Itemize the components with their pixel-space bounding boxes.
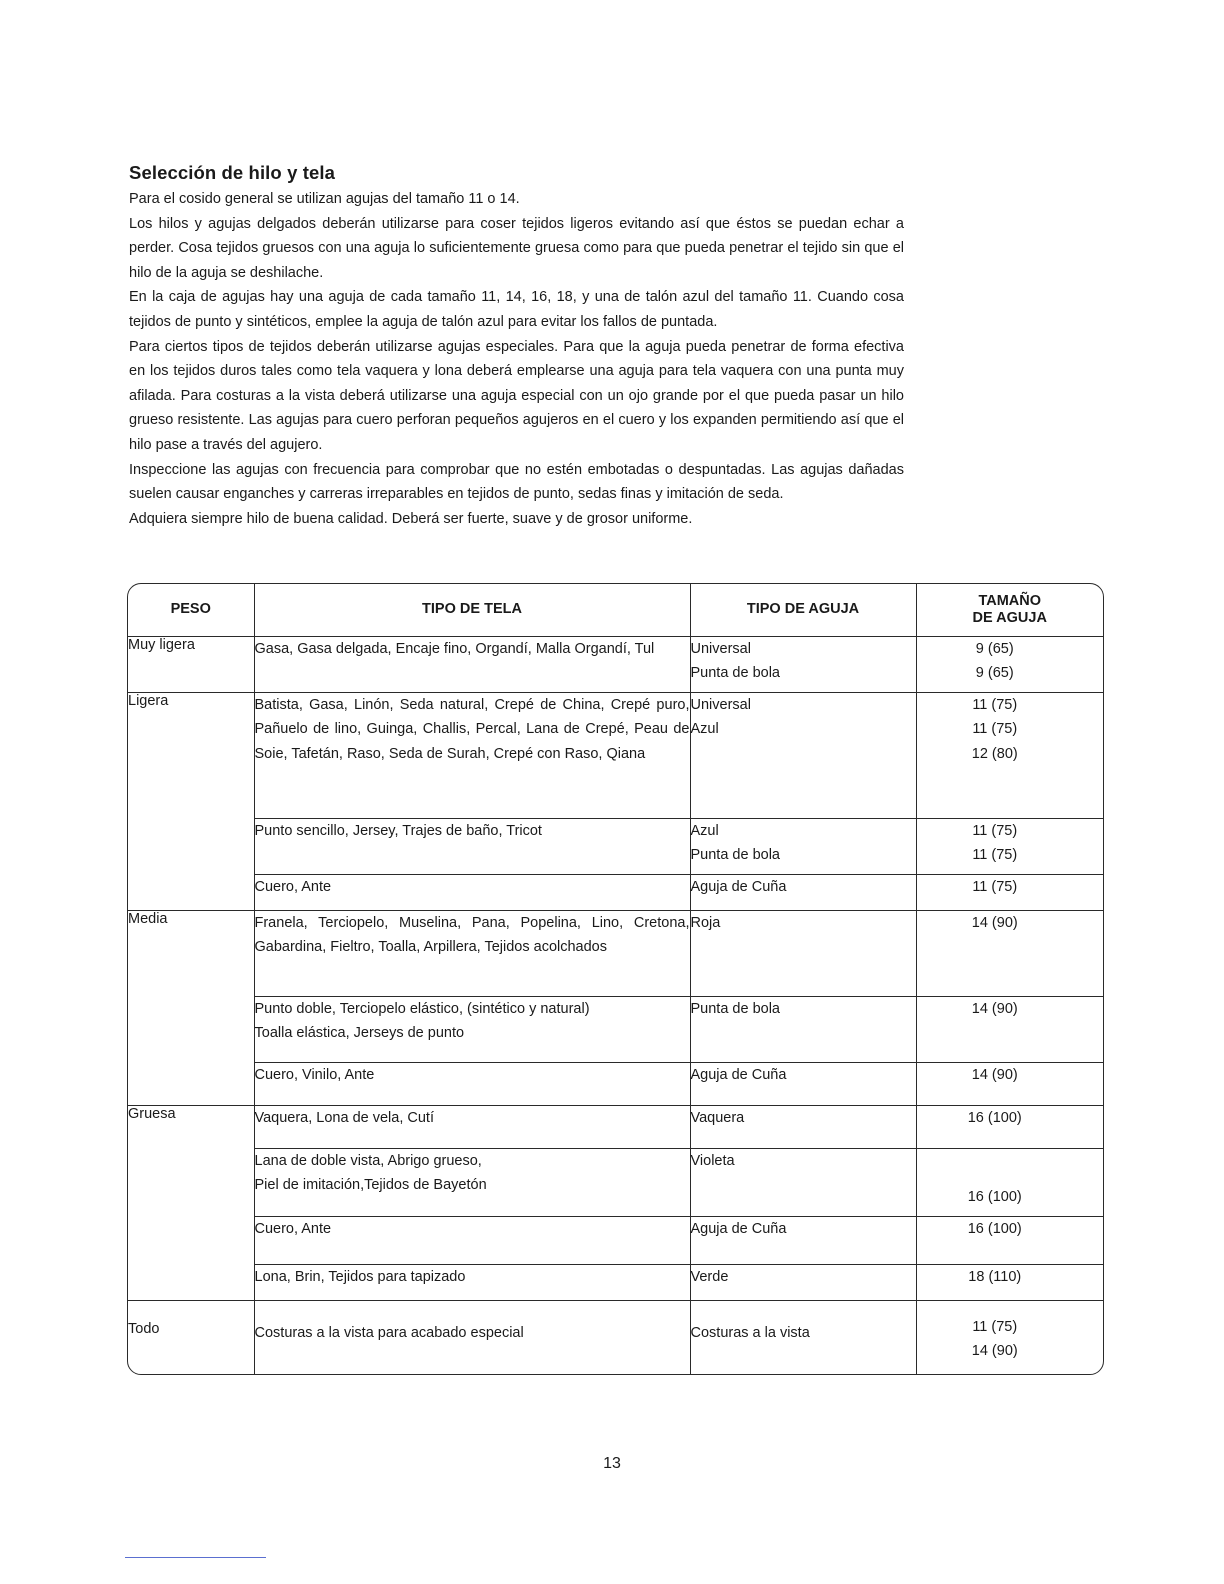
fabric-cell bbox=[254, 692, 690, 818]
fabric-cell: Vaquera, Lona de vela, Cutí bbox=[254, 1105, 690, 1148]
needle-size: 18 (110) bbox=[968, 1268, 1022, 1285]
header-size-line2: DE AGUJA bbox=[972, 609, 1047, 626]
needle-size: 9 (65) bbox=[975, 640, 1014, 657]
needle-cell: Aguja de Cuña bbox=[690, 1062, 916, 1105]
table-row bbox=[128, 1062, 1103, 1105]
needle-cell: Violeta bbox=[690, 1148, 916, 1216]
paragraph-quality-thread: Adquiera siempre hilo de buena calidad. Deberá ser fuerte, suave y de grosor uniforme. bbox=[129, 510, 693, 527]
needle-size: 16 (100) bbox=[967, 1189, 1022, 1205]
page-number: 13 bbox=[603, 1455, 621, 1472]
fabric-cell: Gasa, Gasa delgada, Encaje fino, Organdí, Malla Organdí, Tul bbox=[254, 636, 690, 692]
needle-table-frame bbox=[127, 583, 1104, 1375]
size-cell bbox=[916, 1300, 1103, 1374]
needle-size: 16 (100) bbox=[967, 1220, 1022, 1237]
needle-type: Azul bbox=[690, 721, 719, 737]
paragraph-needle-size: Para el cosido general se utilizan agujas del tamaño 11 o 14. bbox=[129, 191, 520, 207]
needle-size: 11 (75) bbox=[972, 721, 1018, 737]
needle-size: 12 (80) bbox=[971, 745, 1018, 762]
table-row bbox=[128, 910, 1103, 996]
table-row bbox=[128, 692, 1103, 818]
intro-text bbox=[129, 187, 904, 531]
table-row bbox=[128, 1148, 1103, 1216]
size-cell bbox=[916, 874, 1103, 910]
fabric-cell: Costuras a la vista para acabado especial bbox=[254, 1300, 690, 1374]
fabric-line: Punto doble, Terciopelo elástico, (sintético y natural) bbox=[254, 1000, 590, 1017]
size-cell bbox=[916, 996, 1103, 1062]
fabric-line: Lana de doble vista, Abrigo grueso, bbox=[254, 1152, 482, 1169]
size-cell bbox=[916, 1105, 1103, 1148]
needle-type: Universal bbox=[690, 696, 751, 713]
fabric-cell bbox=[254, 996, 690, 1062]
size-cell bbox=[916, 692, 1103, 818]
needle-cell: Aguja de Cuña bbox=[690, 874, 916, 910]
needle-size: 14 (90) bbox=[971, 1000, 1018, 1017]
needle-size: 11 (75) bbox=[972, 878, 1018, 895]
needle-cell bbox=[690, 692, 916, 818]
needle-cell: Roja bbox=[690, 910, 916, 996]
size-cell bbox=[916, 1216, 1103, 1264]
needle-table bbox=[128, 584, 1103, 1374]
header-size bbox=[916, 584, 1103, 636]
paragraph-needle-box: En la caja de agujas hay una aguja de cada tamaño 11, 14, 16, 18, y una de talón azul del tamaño 11. Cuando cosa tejidos de punto y sintéticos, emplee la aguja de talón azul para evitar los fallos de puntada. bbox=[129, 289, 904, 330]
fabric-cell bbox=[254, 1148, 690, 1216]
size-cell bbox=[916, 818, 1103, 874]
paragraph-thin-threads: Los hilos y agujas delgados deberán utilizarse para coser tejidos ligeros evitando así que éstos se puedan echar a perder. Cosa tejidos gruesos con una aguja lo suficientemente gruesa como para que pueda penetrar el tejido sin que el hilo de la aguja se deshilache. bbox=[129, 215, 904, 281]
fabric-cell: Cuero, Ante bbox=[254, 1216, 690, 1264]
table-row bbox=[128, 1264, 1103, 1300]
table-row bbox=[128, 1105, 1103, 1148]
fabric-line: Toalla elástica, Jerseys de punto bbox=[254, 1025, 465, 1041]
needle-type: Azul bbox=[690, 822, 719, 839]
needle-cell: Costuras a la vista bbox=[690, 1300, 916, 1374]
needle-size: 14 (90) bbox=[971, 1066, 1018, 1083]
footer-rule bbox=[125, 1557, 266, 1558]
paragraph-inspect-needles: Inspeccione las agujas con frecuencia para comprobar que no estén embotadas o despuntadas. Las agujas dañadas suelen causar enganches y carreras irreparables en tejidos de punto, sedas finas y imitación de seda. bbox=[129, 461, 904, 503]
needle-type: Universal bbox=[690, 640, 751, 657]
needle-cell: Vaquera bbox=[690, 1105, 916, 1148]
needle-type: Punta de bola bbox=[690, 847, 780, 863]
needle-cell bbox=[690, 818, 916, 874]
weight-cell: Gruesa bbox=[128, 1105, 254, 1300]
fabric-cell: Cuero, Vinilo, Ante bbox=[254, 1062, 690, 1105]
weight-cell: Ligera bbox=[128, 692, 254, 910]
size-cell bbox=[916, 636, 1103, 692]
fabric-cell: Cuero, Ante bbox=[254, 874, 690, 910]
fabric-cell: Punto sencillo, Jersey, Trajes de baño, Tricot bbox=[254, 818, 690, 874]
weight-cell: Media bbox=[128, 910, 254, 1105]
table-header-row bbox=[128, 584, 1103, 636]
needle-cell: Verde bbox=[690, 1264, 916, 1300]
table-row bbox=[128, 996, 1103, 1062]
header-size-line1: TAMAÑO bbox=[978, 592, 1042, 609]
needle-size: 11 (75) bbox=[972, 847, 1018, 863]
size-cell bbox=[916, 1148, 1103, 1216]
table-row bbox=[128, 874, 1103, 910]
needle-size: 9 (65) bbox=[975, 665, 1014, 681]
table-row bbox=[128, 1216, 1103, 1264]
needle-type: Punta de bola bbox=[690, 665, 780, 681]
header-weight: PESO bbox=[128, 584, 254, 636]
fabric-text: Franela, Terciopelo, Muselina, Pana, Popelina, Lino, Cretona, Gabardina, Fieltro, Toalla, Arpillera, Tejidos acolchados bbox=[254, 914, 690, 955]
needle-cell bbox=[690, 636, 916, 692]
size-cell bbox=[916, 1062, 1103, 1105]
size-cell bbox=[916, 1264, 1103, 1300]
needle-cell: Punta de bola bbox=[690, 996, 916, 1062]
size-cell bbox=[916, 910, 1103, 996]
paragraph-special-needles: Para ciertos tipos de tejidos deberán utilizarse agujas especiales. Para que la aguja pueda penetrar de forma efectiva en los tejidos duros tales como tela vaquera y lona deberá emplearse una aguja para tela vaquera con una punta muy afilada. Para costuras a la vista deberá utilizarse una aguja especial con un ojo grande por el que pueda pasar un hilo grueso resistente. Las agujas para cuero perforan pequeños agujeros en el cuero y los expanden permitiendo así que el hilo pase a través del agujero. bbox=[129, 338, 904, 453]
needle-size: 11 (75) bbox=[972, 1318, 1018, 1335]
needle-size: 14 (90) bbox=[971, 1343, 1018, 1359]
needle-size: 11 (75) bbox=[972, 822, 1018, 839]
table-row bbox=[128, 636, 1103, 692]
fabric-cell bbox=[254, 910, 690, 996]
needle-size: 11 (75) bbox=[972, 696, 1018, 713]
weight-cell: Muy ligera bbox=[128, 636, 254, 692]
weight-cell: Todo bbox=[128, 1300, 254, 1374]
fabric-text: Batista, Gasa, Linón, Seda natural, Crepé de China, Crepé puro, Pañuelo de lino, Guinga, Challis, Percal, Lana de Crepé, Peau de Soie, Tafetán, Raso, Seda de Surah, Crepé con Raso, Qiana bbox=[254, 696, 690, 762]
page-title: Selección de hilo y tela bbox=[129, 162, 335, 183]
needle-cell: Aguja de Cuña bbox=[690, 1216, 916, 1264]
needle-size: 14 (90) bbox=[971, 914, 1018, 931]
header-needle: TIPO DE AGUJA bbox=[690, 584, 916, 636]
fabric-line: Piel de imitación,Tejidos de Bayetón bbox=[254, 1177, 487, 1193]
table-row bbox=[128, 1300, 1103, 1374]
fabric-cell: Lona, Brin, Tejidos para tapizado bbox=[254, 1264, 690, 1300]
header-fabric: TIPO DE TELA bbox=[254, 584, 690, 636]
table-row bbox=[128, 818, 1103, 874]
needle-size: 16 (100) bbox=[967, 1109, 1022, 1126]
